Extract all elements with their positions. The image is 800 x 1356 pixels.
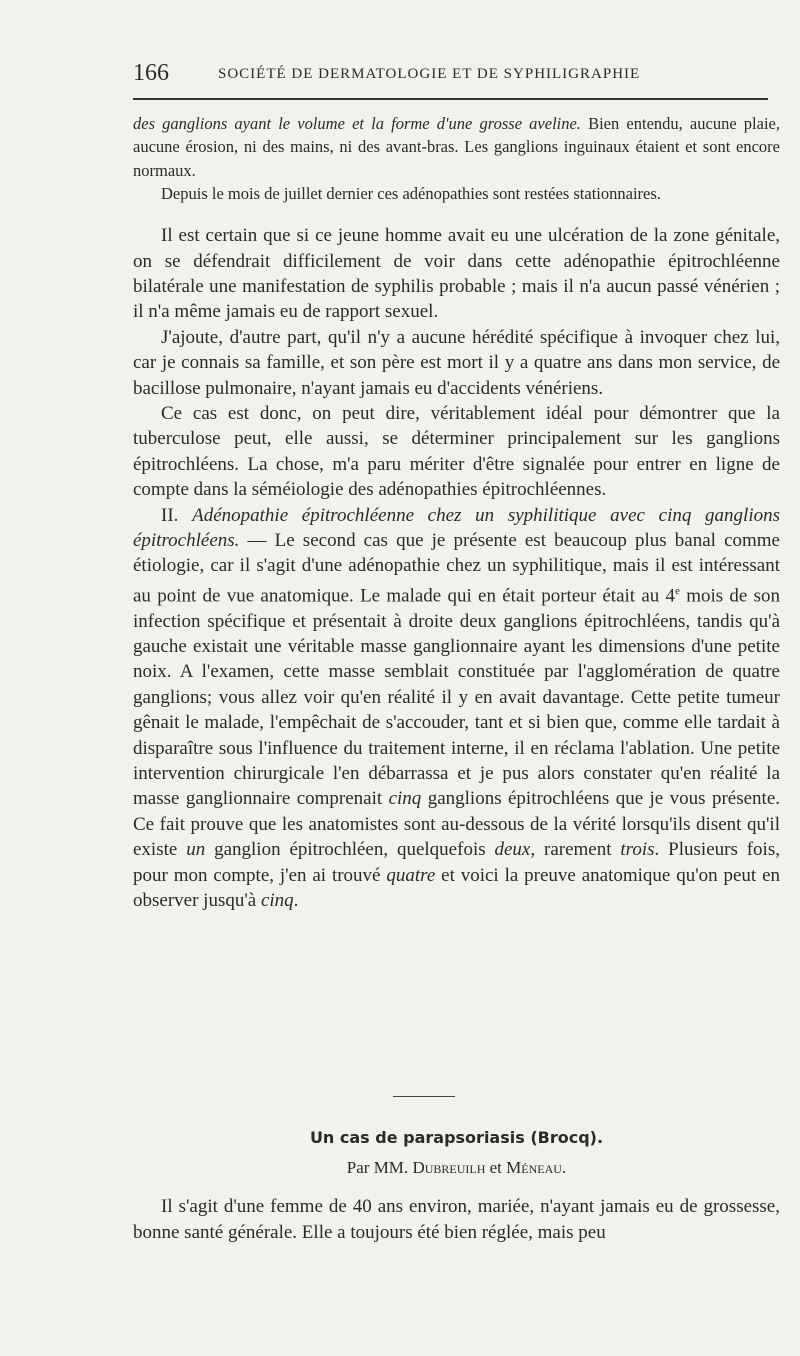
author-name: Dubreuilh — [412, 1158, 486, 1177]
continuation-line: Depuis le mois de juillet dernier ces adénopathies sont restées stationnaires. — [161, 183, 661, 203]
author-name: Méneau. — [506, 1158, 567, 1177]
section-text: , rarement — [530, 839, 621, 861]
paragraph: Ce cas est donc, on peut dire, véritablement idéal pour démontrer que la tuberculose peut, elle aussi, se déterminer principalement sur les ganglions épitrochléens. La chose, m'a paru mériter d'être signalée pour entrer en ligne de compte dans la séméiologie des adénopathies épitrochléennes. — [133, 403, 780, 501]
byline-conjunction: et — [489, 1158, 502, 1177]
section-title: Adénopathie épitrochléenne chez un syphilitique avec cinq ganglions épitrochléens. — [133, 504, 780, 552]
section-text: . — [293, 890, 299, 912]
emphasis: cinq — [388, 788, 422, 810]
paragraph: J'ajoute, d'autre part, qu'il n'y a aucune hérédité spécifique à invoquer chez lui, car je connais sa famille, et son père est mort il y a quatre ans dans mon service, de bacillose pulmonaire, n'ayant jamais eu d'accidents vénériens. — [133, 326, 780, 399]
article-paragraph: Il s'agit d'une femme de 40 ans environ, mariée, n'ayant jamais eu de grossesse, bonne santé générale. Elle a toujours été bien réglée, mais peu — [133, 1196, 780, 1243]
article-body — [133, 1194, 780, 1246]
emphasis: quatre — [386, 864, 436, 886]
emphasis: cinq — [260, 890, 294, 912]
paragraph: Il est certain que si ce jeune homme avait eu une ulcération de la zone génitale, on se défendrait difficilement de voir dans cette adénopathie épitrochléenne bilatérale une manifestation de syphilis probable ; mais il n'a aucun passé vénérien ; il n'a même jamais eu de rapport sexuel. — [133, 225, 780, 323]
running-title: SOCIÉTÉ DE DERMATOLOGIE ET DE SYPHILIGRAPHIE — [218, 66, 641, 82]
body-text — [133, 112, 780, 913]
section-text: . Plusieurs fois, pour mon compte, j'en ai trouvé — [133, 839, 780, 886]
header-rule — [133, 98, 768, 100]
section-text: ganglion épitrochléen, quelquefois — [205, 839, 495, 861]
byline-prefix: Par MM. — [346, 1158, 409, 1177]
section-text: mois de son infection spécifique et présentait à droite deux ganglions épitrochléens, tandis qu'à gauche existait une véritable masse ganglionnaire ayant les dimensions d'une petite noix. A l'examen, cette masse semblait constituée par l'agglomération de quatre ganglions; vous allez voir qu'en réalité il y en avait davantage. Cette petite tumeur gênait le malade, l'empêchait de s'accouder, tant et si bien que, comme elle tardait à disparaître sous l'influence du traitement interne, il en réclama l'ablation. Une petite intervention chirurgicale l'en débarrassa et je pus alors constater qu'en réalité la masse ganglionnaire comprenait — [133, 585, 781, 810]
byline — [133, 1158, 780, 1178]
italic-lead: des ganglions ayant le volume et la forme d'une grosse aveline. — [133, 114, 581, 133]
section-text: et voici la preuve anatomique qu'on peut en observer jusqu'à — [133, 864, 780, 912]
section-two-paragraph — [133, 503, 780, 914]
continuation-block — [133, 112, 780, 205]
article-title: Un cas de parapsoriasis (Brocq). — [309, 1128, 604, 1147]
section-separator — [393, 1096, 455, 1097]
section-number: II. — [161, 504, 179, 526]
running-head — [133, 60, 780, 90]
continuation-rest: Bien entendu, aucune plaie, aucune érosion, ni des mains, ni des avant-bras. Les ganglions inguinaux étaient et sont encore normaux. — [133, 114, 780, 180]
ordinal-sup: e — [675, 584, 680, 597]
page-number: 166 — [133, 60, 169, 86]
section-text: — Le second cas que je présente est beaucoup plus banal comme étiologie, car il s'agit d'une adénopathie chez un syphilitique, mais il est intéressant au point de vue anatomique. Le malade qui en était porteur était au 4 — [133, 530, 780, 607]
section-text: ganglions épitrochléens que je vous présente. Ce fait prouve que les anatomistes sont au-dessous de la vérité lorsqu'ils disent qu'il existe — [133, 788, 780, 861]
emphasis: trois — [620, 839, 655, 861]
emphasis: deux — [494, 839, 531, 861]
emphasis: un — [186, 839, 206, 861]
continuation-paragraph — [133, 112, 780, 182]
